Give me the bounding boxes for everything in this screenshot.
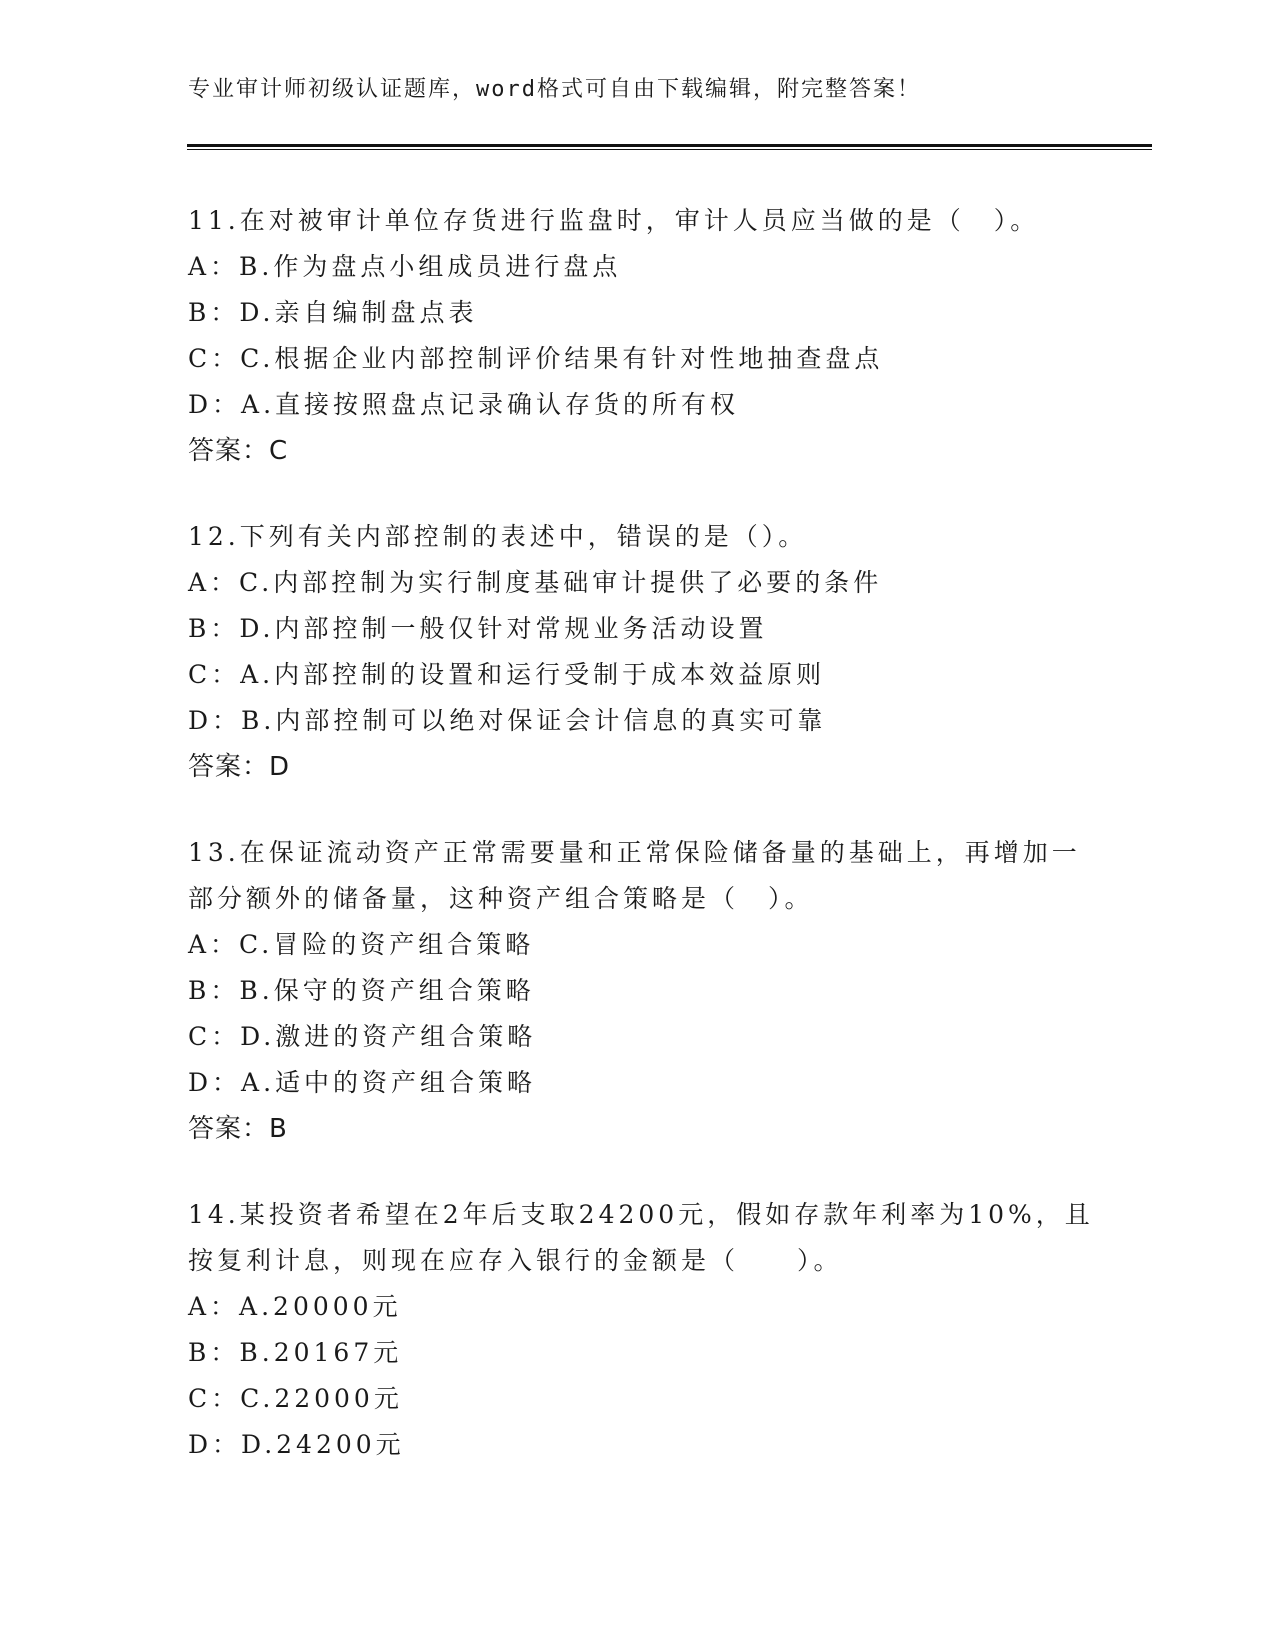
option-d: D：D.24200元 [188, 1430, 405, 1459]
question-stem: 11.在对被审计单位存货进行监盘时，审计人员应当做的是（ ）。 [188, 206, 1040, 235]
question-stem-line-2: 按复利计息，则现在应存入银行的金额是（ ）。 [188, 1246, 843, 1275]
page-header: 专业审计师初级认证题库，word格式可自由下载编辑，附完整答案！ [188, 77, 921, 102]
option-a: A：C.冒险的资产组合策略 [188, 930, 535, 959]
option-c: C：C.根据企业内部控制评价结果有针对性地抽查盘点 [188, 344, 884, 373]
question-12 [188, 514, 1088, 790]
question-stem-line-2: 部分额外的储备量，这种资产组合策略是（ ）。 [188, 884, 814, 913]
option-c: C：A.内部控制的设置和运行受制于成本效益原则 [188, 660, 826, 689]
question-stem-line-1: 14.某投资者希望在2年后支取24200元，假如存款年利率为10%，且 [188, 1200, 1094, 1229]
answer: 答案：C [188, 436, 289, 466]
header-divider-thin [187, 149, 1152, 150]
option-b: B：D.亲自编制盘点表 [188, 298, 478, 327]
option-d: D：B.内部控制可以绝对保证会计信息的真实可靠 [188, 706, 827, 735]
header-divider-thick [187, 144, 1152, 147]
question-stem-line-1: 13.在保证流动资产正常需要量和正常保险储备量的基础上，再增加一 [188, 838, 1081, 867]
question-13 [188, 830, 1088, 1152]
option-a: A：A.20000元 [188, 1292, 402, 1321]
answer: 答案：D [188, 752, 291, 782]
question-14 [188, 1192, 1094, 1468]
answer: 答案：B [188, 1114, 288, 1144]
option-d: D：A.直接按照盘点记录确认存货的所有权 [188, 390, 740, 419]
question-stem: 12.下列有关内部控制的表述中，错误的是（）。 [188, 522, 808, 551]
option-c: C：C.22000元 [188, 1384, 403, 1413]
question-11 [188, 198, 1088, 474]
option-d: D：A.适中的资产组合策略 [188, 1068, 537, 1097]
option-b: B：B.保守的资产组合策略 [188, 976, 535, 1005]
option-b: B：B.20167元 [188, 1338, 403, 1367]
option-a: A：B.作为盘点小组成员进行盘点 [188, 252, 622, 281]
option-b: B：D.内部控制一般仅针对常规业务活动设置 [188, 614, 768, 643]
option-c: C：D.激进的资产组合策略 [188, 1022, 537, 1051]
option-a: A：C.内部控制为实行制度基础审计提供了必要的条件 [188, 568, 883, 597]
